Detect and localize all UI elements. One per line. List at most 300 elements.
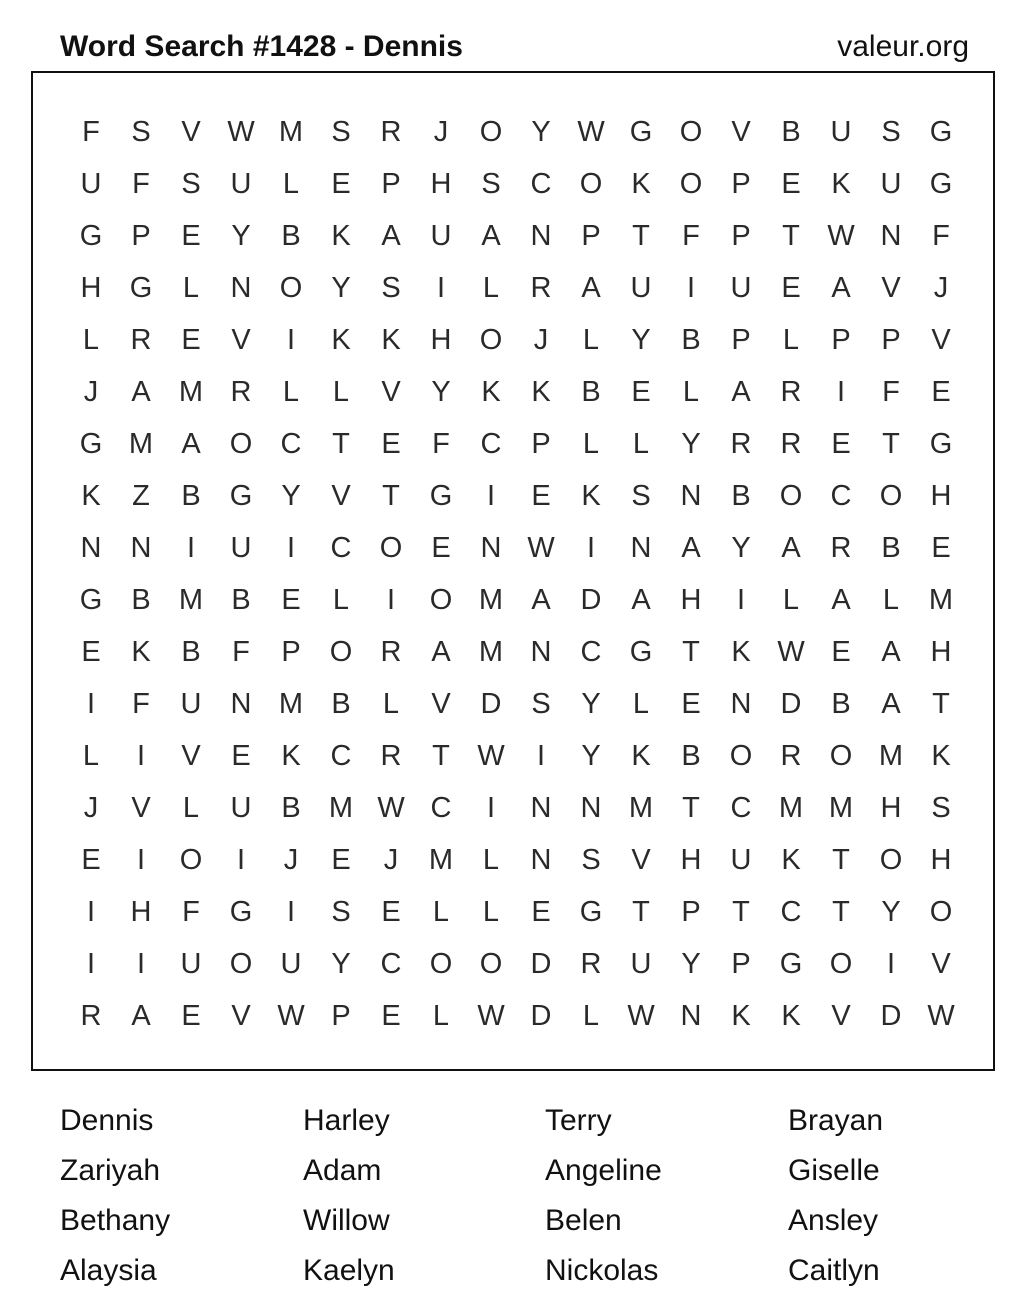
grid-letter: P [381,168,401,200]
grid-letter: R [730,428,752,460]
grid-letter: O [829,740,853,772]
grid-letter: L [632,428,650,460]
grid-letter: D [580,584,602,616]
word-list-item: Adam [303,1154,382,1187]
grid-letter: S [481,168,501,200]
grid-letter: A [781,532,801,564]
grid-letter: S [531,688,551,720]
grid-letter: O [879,480,903,512]
grid-letter: L [482,272,500,304]
grid-letter: L [782,584,800,616]
grid-letter: J [933,272,949,304]
grid-letter: L [82,324,100,356]
grid-letter: O [679,168,703,200]
grid-letter: A [631,584,651,616]
grid-letter: C [330,740,352,772]
grid-letter: C [530,168,552,200]
grid-letter: K [781,844,801,876]
grid-letter: M [478,636,504,668]
grid-letter: M [178,376,204,408]
grid-letter: R [130,324,152,356]
grid-letter: I [286,896,296,928]
grid-letter: Y [731,532,751,564]
word-list-item: Giselle [788,1154,880,1187]
grid-letter: E [181,324,201,356]
grid-letter: J [383,844,399,876]
grid-letter: E [381,428,401,460]
grid-letter: P [731,324,751,356]
grid-letter: I [236,844,246,876]
grid-letter: K [131,636,151,668]
grid-letter: A [831,584,851,616]
grid-letter: D [530,1000,552,1032]
grid-letter: K [581,480,601,512]
grid-letter: N [230,272,252,304]
grid-letter: U [730,272,752,304]
grid-letter: T [382,480,400,512]
grid-letter: N [480,532,502,564]
grid-letter: B [681,324,701,356]
grid-letter: F [432,428,450,460]
grid-letter: E [681,688,701,720]
grid-letter: U [880,168,902,200]
grid-letter: M [278,688,304,720]
grid-letter: T [732,896,750,928]
word-list-item: Angeline [545,1154,662,1187]
grid-letter: M [778,792,804,824]
grid-letter: Y [231,220,251,252]
grid-letter: O [229,948,253,980]
grid-letter: N [630,532,652,564]
grid-letter: U [630,272,652,304]
grid-letter: O [679,116,703,148]
grid-letter: U [80,168,102,200]
grid-letter: L [332,376,350,408]
grid-letter: V [831,1000,851,1032]
grid-letter: U [180,948,202,980]
grid-letter: V [231,1000,251,1032]
grid-letter: G [79,428,103,460]
word-list-item: Bethany [60,1204,171,1237]
grid-letter: K [931,740,951,772]
grid-letter: O [479,116,503,148]
grid-letter: C [280,428,302,460]
grid-letter: K [631,740,651,772]
grid-letter: U [180,688,202,720]
grid-letter: M [878,740,904,772]
grid-letter: W [627,1000,655,1032]
grid-letter: P [681,896,701,928]
grid-letter: L [82,740,100,772]
grid-letter: B [281,792,301,824]
grid-letter: L [282,168,300,200]
grid-letter: F [232,636,250,668]
grid-letter: P [731,168,751,200]
grid-letter: P [731,948,751,980]
grid-letter: R [830,532,852,564]
grid-letter: H [930,480,952,512]
grid-letter: A [181,428,201,460]
grid-letter: J [83,376,99,408]
grid-letter: A [581,272,601,304]
grid-letter: O [429,948,453,980]
grid-letter: H [80,272,102,304]
grid-letter: Y [331,272,351,304]
grid-letter: N [680,480,702,512]
grid-letter: O [879,844,903,876]
grid-letter: G [929,116,953,148]
grid-letter: G [79,584,103,616]
grid-letter: K [531,376,551,408]
grid-letter: W [277,1000,305,1032]
grid-letter: T [332,428,350,460]
grid-letter: O [179,844,203,876]
grid-letter: H [930,636,952,668]
grid-letter: L [582,324,600,356]
grid-letter: C [780,896,802,928]
grid-letter: C [430,792,452,824]
grid-letter: U [230,532,252,564]
grid-letter: E [781,168,801,200]
grid-letter: L [782,324,800,356]
word-list-item: Belen [545,1204,622,1237]
grid-letter: V [631,844,651,876]
grid-letter: S [331,896,351,928]
grid-letter: L [582,428,600,460]
grid-letter: N [530,636,552,668]
word-list-item: Alaysia [60,1254,157,1287]
grid-letter: O [379,532,403,564]
grid-letter: R [380,636,402,668]
grid-letter: A [481,220,501,252]
grid-letter: E [381,1000,401,1032]
grid-letter: H [430,324,452,356]
grid-letter: C [330,532,352,564]
grid-letter: W [827,220,855,252]
grid-letter: T [632,220,650,252]
grid-letter: W [377,792,405,824]
grid-letter: R [580,948,602,980]
grid-letter: A [131,376,151,408]
grid-letter: R [380,116,402,148]
grid-letter: A [881,636,901,668]
grid-letter: G [129,272,153,304]
grid-letter: A [131,1000,151,1032]
grid-letter: D [480,688,502,720]
grid-letter: N [680,1000,702,1032]
grid-letter: L [432,1000,450,1032]
grid-letter: V [331,480,351,512]
grid-letter: L [632,688,650,720]
grid-letter: N [80,532,102,564]
grid-letter: Z [132,480,150,512]
grid-letter: Y [531,116,551,148]
word-list-item: Zariyah [60,1154,161,1187]
grid-letter: N [530,844,552,876]
grid-letter: L [432,896,450,928]
page-title: Word Search #1428 - Dennis [60,30,463,63]
grid-letter: V [381,376,401,408]
grid-letter: I [586,532,596,564]
grid-letter: L [332,584,350,616]
grid-letter: P [531,428,551,460]
grid-letter: E [631,376,651,408]
grid-letter: L [382,688,400,720]
grid-letter: F [882,376,900,408]
grid-letter: B [131,584,151,616]
grid-letter: K [781,1000,801,1032]
word-list-item: Dennis [60,1104,154,1137]
grid-letter: H [880,792,902,824]
grid-letter: E [81,636,101,668]
grid-letter: G [629,636,653,668]
grid-letter: L [182,792,200,824]
grid-letter: J [533,324,549,356]
grid-letter: N [130,532,152,564]
grid-letter: I [436,272,446,304]
grid-letter: D [530,948,552,980]
grid-letter: K [731,636,751,668]
grid-letter: V [731,116,751,148]
grid-letter: C [480,428,502,460]
grid-letter: R [780,376,802,408]
grid-letter: H [130,896,152,928]
grid-letter: Y [631,324,651,356]
grid-letter: I [86,688,96,720]
grid-letter: L [482,896,500,928]
grid-letter: T [782,220,800,252]
grid-letter: N [880,220,902,252]
grid-letter: W [777,636,805,668]
grid-letter: F [132,168,150,200]
grid-letter: P [881,324,901,356]
grid-letter: A [381,220,401,252]
grid-letter: F [682,220,700,252]
grid-letter: C [830,480,852,512]
grid-letter: O [729,740,753,772]
grid-letter: M [478,584,504,616]
word-list-item: Terry [545,1104,612,1137]
grid-letter: M [428,844,454,876]
grid-letter: S [331,116,351,148]
grid-letter: K [281,740,301,772]
grid-letter: N [730,688,752,720]
grid-letter: K [81,480,101,512]
word-list-item: Ansley [788,1204,879,1237]
word-list-item: Harley [303,1104,390,1137]
grid-letter: K [831,168,851,200]
grid-letter: S [131,116,151,148]
grid-letter: I [386,584,396,616]
grid-letter: P [731,220,751,252]
grid-letter: J [83,792,99,824]
grid-letter: W [227,116,255,148]
grid-letter: L [282,376,300,408]
grid-letter: I [136,844,146,876]
grid-letter: B [281,220,301,252]
grid-letter: M [278,116,304,148]
grid-letter: Y [581,688,601,720]
grid-letter: T [882,428,900,460]
grid-letter: O [479,324,503,356]
grid-letter: E [931,376,951,408]
grid-letter: E [181,1000,201,1032]
grid-letter: B [581,376,601,408]
grid-letter: C [580,636,602,668]
grid-letter: W [577,116,605,148]
word-list-item: Willow [303,1204,390,1237]
grid-letter: T [682,792,700,824]
grid-letter: N [530,792,552,824]
grid-letter: S [581,844,601,876]
grid-letter: K [631,168,651,200]
grid-letter: V [181,740,201,772]
grid-letter: U [430,220,452,252]
grid-letter: M [128,428,154,460]
grid-letter: S [881,116,901,148]
grid-letter: O [579,168,603,200]
grid-letter: E [331,844,351,876]
grid-letter: J [283,844,299,876]
grid-letter: G [929,168,953,200]
grid-letter: V [231,324,251,356]
word-list-item: Caitlyn [788,1254,880,1287]
grid-letter: B [331,688,351,720]
grid-letter: G [429,480,453,512]
grid-letter: H [430,168,452,200]
grid-letter: E [381,896,401,928]
grid-letter: G [229,480,253,512]
grid-letter: K [731,1000,751,1032]
grid-letter: R [380,740,402,772]
grid-letter: Y [881,896,901,928]
grid-letter: V [181,116,201,148]
grid-letter: I [136,740,146,772]
grid-letter: B [681,740,701,772]
grid-letter: I [486,480,496,512]
grid-letter: E [331,168,351,200]
grid-letter: G [579,896,603,928]
grid-letter: M [828,792,854,824]
grid-letter: U [230,168,252,200]
grid-letter: F [182,896,200,928]
grid-letter: B [181,480,201,512]
grid-letter: P [581,220,601,252]
grid-letter: P [331,1000,351,1032]
grid-letter: M [628,792,654,824]
grid-letter: T [832,844,850,876]
grid-letter: O [229,428,253,460]
grid-letter: O [279,272,303,304]
grid-letter: P [831,324,851,356]
grid-letter: P [131,220,151,252]
grid-letter: N [230,688,252,720]
grid-letter: A [431,636,451,668]
grid-letter: E [781,272,801,304]
grid-letter: A [831,272,851,304]
grid-letter: M [328,792,354,824]
grid-letter: T [932,688,950,720]
grid-letter: B [181,636,201,668]
grid-letter: R [780,740,802,772]
grid-letter: F [132,688,150,720]
grid-letter: L [882,584,900,616]
grid-letter: B [831,688,851,720]
grid-letter: E [831,636,851,668]
grid-letter: O [329,636,353,668]
grid-letter: D [880,1000,902,1032]
grid-letter: L [582,1000,600,1032]
grid-letter: U [280,948,302,980]
grid-letter: Y [281,480,301,512]
grid-letter: I [736,584,746,616]
word-list-item: Kaelyn [303,1254,395,1287]
grid-letter: E [231,740,251,772]
word-list-item: Brayan [788,1104,884,1137]
grid-letter: I [686,272,696,304]
grid-letter: J [433,116,449,148]
grid-letter: I [536,740,546,772]
grid-letter: H [680,844,702,876]
grid-letter: V [431,688,451,720]
grid-letter: U [630,948,652,980]
grid-letter: E [531,896,551,928]
grid-letter: E [931,532,951,564]
grid-letter: O [929,896,953,928]
site-name: valeur.org [837,30,969,63]
grid-letter: I [886,948,896,980]
grid-letter: I [286,532,296,564]
grid-letter: M [928,584,954,616]
grid-letter: B [781,116,801,148]
grid-letter: G [629,116,653,148]
grid-letter: G [779,948,803,980]
grid-letter: I [486,792,496,824]
grid-letter: R [80,1000,102,1032]
grid-letter: Y [431,376,451,408]
grid-letter: N [580,792,602,824]
grid-letter: A [881,688,901,720]
grid-letter: A [731,376,751,408]
grid-letter: L [482,844,500,876]
grid-letter: O [429,584,453,616]
word-list-item: Nickolas [545,1254,659,1287]
grid-letter: D [780,688,802,720]
grid-letter: E [81,844,101,876]
grid-letter: E [181,220,201,252]
grid-letter: F [932,220,950,252]
grid-letter: T [832,896,850,928]
grid-letter: N [530,220,552,252]
grid-letter: K [331,220,351,252]
grid-letter: B [881,532,901,564]
grid-letter: V [881,272,901,304]
grid-letter: Y [681,428,701,460]
grid-letter: I [136,948,146,980]
grid-letter: H [930,844,952,876]
grid-letter: E [531,480,551,512]
grid-letter: C [730,792,752,824]
grid-letter: E [431,532,451,564]
grid-letter: I [86,948,96,980]
grid-letter: A [681,532,701,564]
grid-letter: S [631,480,651,512]
grid-letter: U [230,792,252,824]
grid-letter: K [381,324,401,356]
grid-letter: F [82,116,100,148]
grid-letter: V [131,792,151,824]
grid-letter: T [682,636,700,668]
